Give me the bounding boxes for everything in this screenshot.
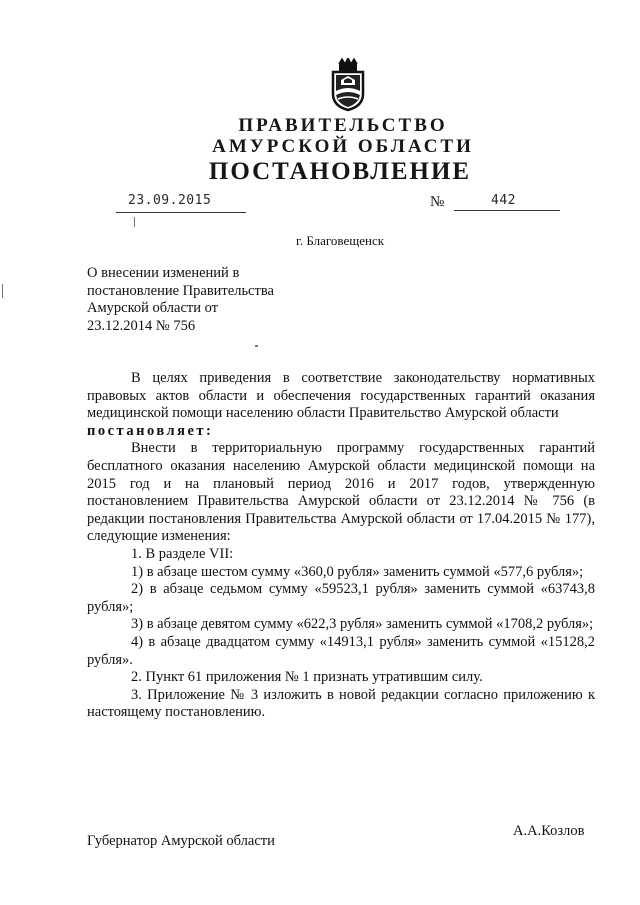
scan-speck <box>255 345 258 347</box>
main-item-paragraph: Внести в территориальную программу государственных гарантий бесплатного оказания населению Амурской области медицинской помощи на 2015 год и на плановый период 2016 и 2017 годов, утвержденную постановлением Правительства Амурской области от 23.12.2014 № 756 (в редакции постановления Правительства Амурской области от 17.04.2015 № 177), следующие изменения: <box>87 440 595 545</box>
number-underline <box>454 210 560 211</box>
subject-line: Амурской области от <box>87 300 219 316</box>
scan-speck <box>134 217 135 227</box>
item-2: 2. Пункт 61 приложения № 1 признать утратившим силу. <box>131 669 483 686</box>
document-body <box>87 370 595 722</box>
subject-line: 23.12.2014 № 756 <box>87 317 196 334</box>
item-3: 3. Приложение № 3 изложить в новой редакции согласно приложению к настоящему постановлению. <box>87 686 595 721</box>
signature-title: Губернатор Амурской области <box>87 833 275 849</box>
city-name: г. Благовещенск <box>295 233 385 248</box>
document-number: 442 <box>491 193 516 208</box>
government-name-line2: АМУРСКОЙ ОБЛАСТИ <box>212 136 474 157</box>
date-underline <box>116 212 246 213</box>
item-1: 1. В разделе VII: <box>131 545 234 562</box>
preamble-paragraph: В целях приведения в соответствие законодательству нормативных правовых актов области и обеспечения государственных гарантий оказания медицинской помощи населению области Правительство Амурской области <box>87 370 595 422</box>
document-subject <box>87 265 274 335</box>
resolve-word: постановляет: <box>87 422 214 439</box>
coat-of-arms-emblem <box>325 58 371 112</box>
subject-line: О внесении изменений в <box>87 265 240 281</box>
sub-item-1: 1) в абзаце шестом сумму «360,0 рубля» заменить суммой «577,6 рубля»; <box>131 563 584 580</box>
signature-name: А.А.Козлов <box>513 823 585 839</box>
subject-line: постановление Правительства <box>87 282 274 299</box>
document-date: 23.09.2015 <box>128 193 212 208</box>
scan-speck <box>2 284 3 298</box>
sub-item-4: 4) в абзаце двадцатом сумму «14913,1 рубля» заменить суммой «15128,2 рубля». <box>87 633 595 668</box>
sub-item-3: 3) в абзаце девятом сумму «622,3 рубля» заменить суммой «1708,2 рубля»; <box>131 616 594 633</box>
document-type-title: ПОСТАНОВЛЕНИЕ <box>208 158 472 185</box>
number-label: № <box>430 194 445 210</box>
government-name-line1: ПРАВИТЕЛЬСТВО <box>238 115 448 136</box>
sub-item-2: 2) в абзаце седьмом сумму «59523,1 рубля» заменить суммой «63743,8 рубля»; <box>87 581 595 615</box>
